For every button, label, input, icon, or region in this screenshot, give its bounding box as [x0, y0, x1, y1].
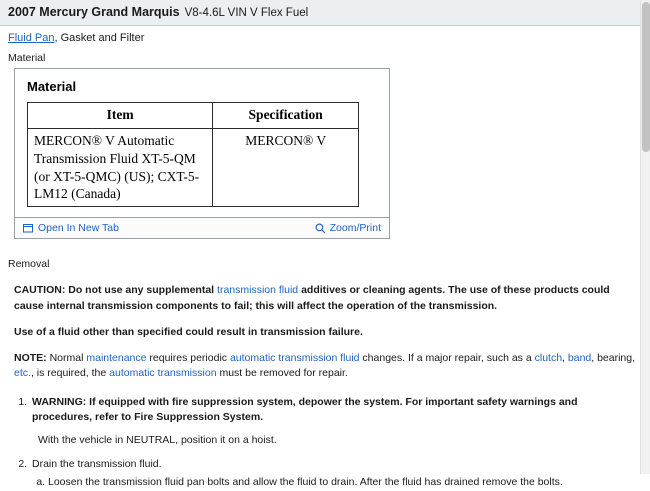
link-clutch[interactable]: clutch — [534, 352, 563, 365]
breadcrumb-rest: , Gasket and Filter — [54, 32, 145, 44]
open-in-new-tab-label: Open In New Tab — [38, 222, 119, 235]
link-automatic-transmission[interactable]: automatic transmission — [109, 367, 217, 380]
note-part-7: must be removed for repair. — [216, 367, 348, 380]
link-maintenance[interactable]: maintenance — [86, 352, 147, 365]
note-part-2: requires periodic — [146, 352, 230, 365]
caution-label: CAUTION: — [14, 284, 66, 297]
zoom-print-button[interactable] — [315, 222, 381, 234]
material-table — [27, 102, 359, 207]
step-2-text: Drain the transmission fluid. — [32, 458, 162, 471]
link-band[interactable]: band — [567, 352, 592, 365]
material-figure-footer — [15, 217, 389, 238]
table-header-row — [28, 103, 359, 129]
scrollbar-thumb[interactable] — [642, 2, 650, 152]
breadcrumb-link-fluid-pan[interactable]: Fluid Pan — [8, 32, 55, 44]
step-2-substeps — [32, 475, 640, 490]
material-figure-body — [15, 69, 389, 217]
list-item — [30, 457, 640, 490]
cell-item: MERCON® V Automatic Transmission Fluid XT-5-QM (or XT-5-QMC) (US); CXT-5-LM12 (Canada) — [28, 129, 213, 207]
link-etc[interactable]: etc. — [14, 367, 31, 380]
vehicle-header — [0, 0, 650, 26]
table-row — [28, 129, 359, 207]
page-title: 2007 Mercury Grand Marquis — [8, 5, 180, 19]
fluid-warning-text: Use of a fluid other than specified could result in transmission failure. — [14, 325, 363, 338]
column-header-item: Item — [28, 103, 213, 129]
list-item — [30, 395, 640, 449]
procedure-content — [0, 257, 650, 490]
removal-heading: Removal — [8, 258, 50, 271]
magnifier-icon — [315, 223, 326, 234]
note-part-1: Normal — [46, 352, 87, 365]
material-figure — [14, 68, 390, 239]
note-part-5: , bearing, — [591, 352, 636, 365]
zoom-print-label: Zoom/Print — [329, 222, 381, 235]
list-item: a. Loosen the transmission fluid pan bolts and allow the fluid to drain. After the fluid has drained remove the bolts. — [48, 475, 640, 490]
note-label: NOTE: — [14, 352, 47, 365]
note-part-3: changes. If a major repair, such as a — [359, 352, 535, 365]
link-transmission-fluid[interactable]: transmission fluid — [217, 284, 299, 297]
external-window-icon — [23, 223, 34, 233]
step-1-note: With the vehicle in NEUTRAL, position it on a hoist. — [38, 434, 277, 446]
vertical-scrollbar[interactable] — [640, 0, 650, 474]
fluid-warning-paragraph — [14, 325, 640, 340]
note-part-4: , — [562, 352, 568, 365]
note-paragraph — [14, 351, 640, 381]
breadcrumb — [0, 26, 650, 46]
material-caption: Material — [8, 52, 46, 64]
link-automatic-transmission-fluid[interactable]: automatic transmission fluid — [229, 352, 360, 365]
caution-text-before: Do not use any supplemental — [65, 284, 218, 297]
column-header-specification: Specification — [213, 103, 359, 129]
page-subtitle: V8-4.6L VIN V Flex Fuel — [184, 7, 309, 19]
caution-paragraph — [14, 283, 640, 313]
open-in-new-tab-button[interactable] — [23, 222, 119, 234]
note-part-6: , is required, the — [30, 367, 110, 380]
step-1-warning: WARNING: If equipped with fire suppression system, depower the system. For important safety warnings and procedures, refer to Fire Suppression System. — [32, 395, 578, 423]
material-figure-title: Material — [27, 79, 77, 94]
caution-text-after: additives or cleaning agents. The use of these products could cause internal transmission components to fail; this will affect the operation of the transmission. — [14, 284, 610, 312]
cell-specification: MERCON® V — [213, 129, 359, 207]
procedure-steps — [8, 395, 640, 491]
